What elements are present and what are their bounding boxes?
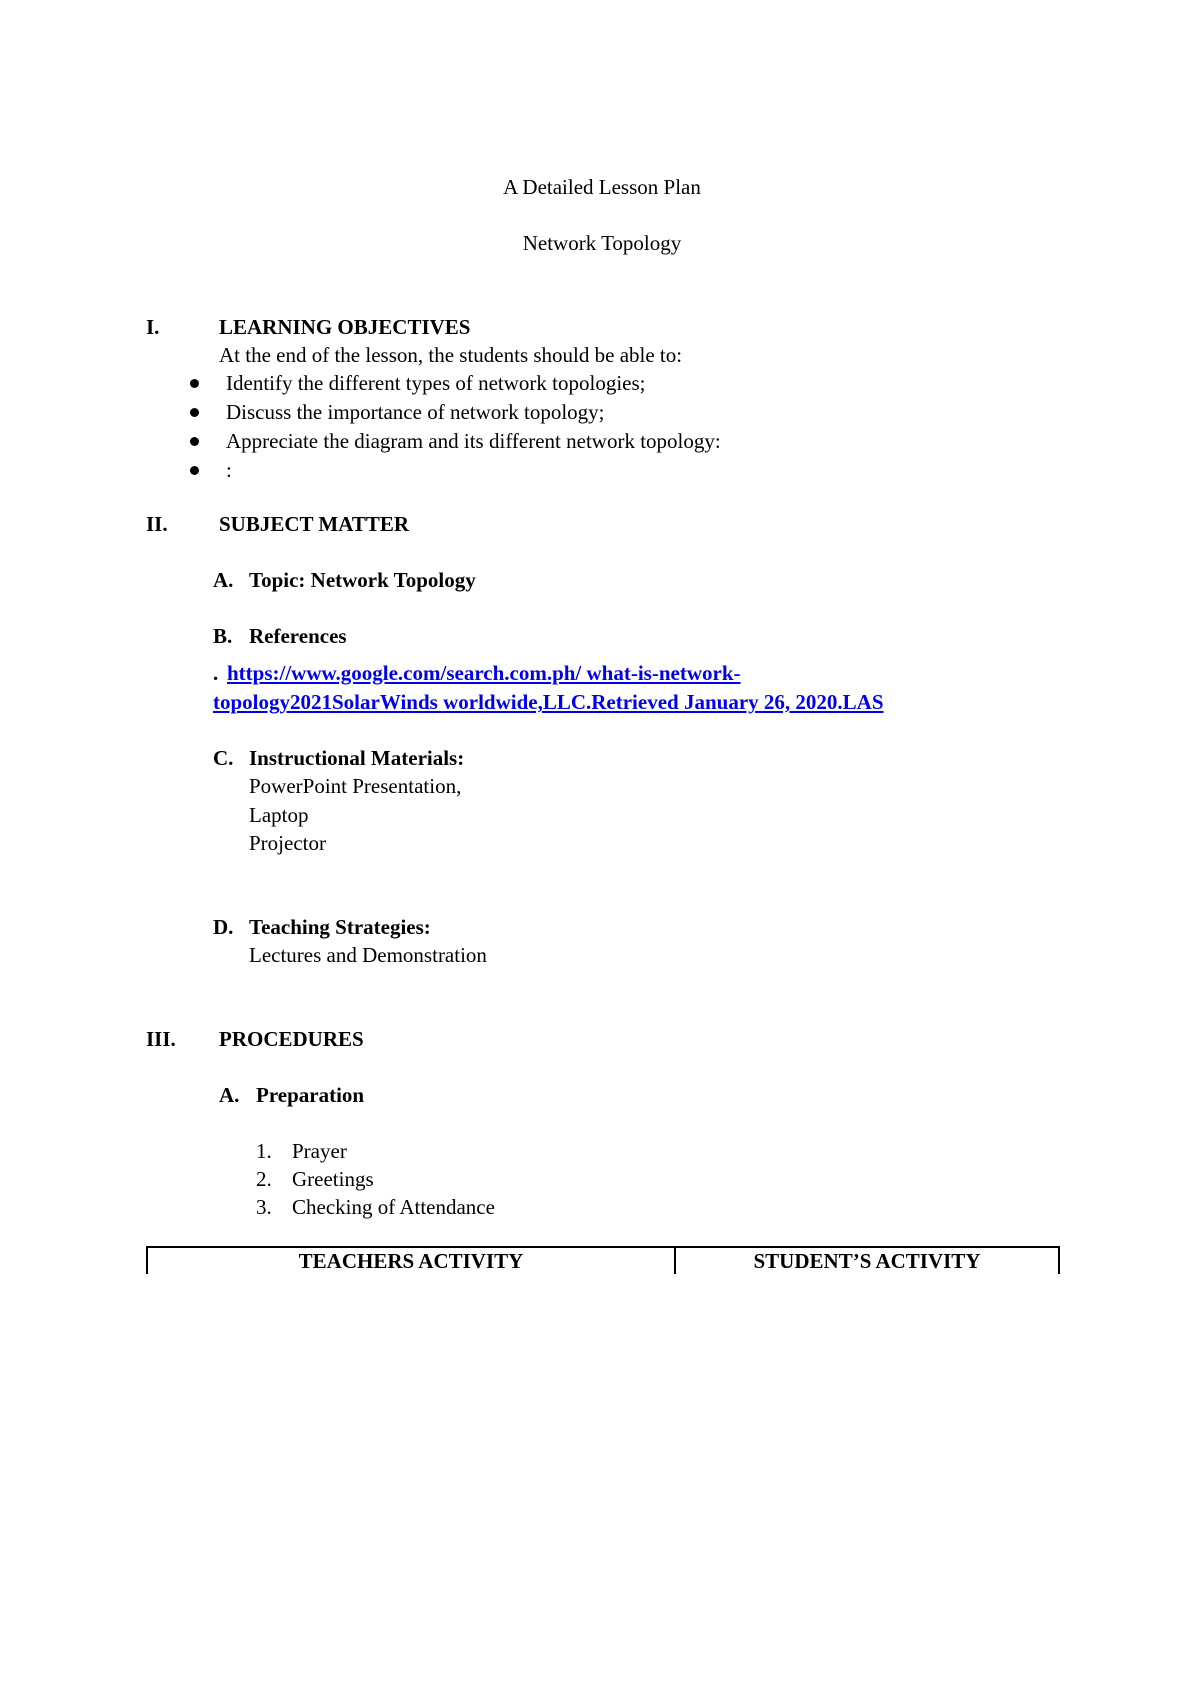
- step-text: Checking of Attendance: [292, 1195, 495, 1219]
- preparation-heading: Preparation: [256, 1083, 365, 1107]
- section-2-heading: SUBJECT MATTER: [219, 512, 410, 536]
- material-item: PowerPoint Presentation,: [249, 774, 462, 798]
- references-letter: B.: [213, 624, 233, 648]
- section-1-number: I.: [146, 315, 160, 339]
- bullet-icon: [190, 379, 199, 388]
- materials-heading: Instructional Materials:: [249, 746, 465, 770]
- objectives-intro: At the end of the lesson, the students should be able to:: [219, 343, 683, 367]
- strategies-letter: D.: [213, 915, 234, 939]
- teachers-activity-header: TEACHERS ACTIVITY: [147, 1247, 675, 1274]
- materials-letter: C.: [213, 746, 234, 770]
- activity-table: [146, 1246, 1060, 1274]
- bullet-icon: [190, 437, 199, 446]
- material-item: Projector: [249, 831, 326, 855]
- references-heading: References: [249, 624, 347, 648]
- bullet-icon: [190, 466, 199, 475]
- objective-item: Identify the different types of network topologies;: [226, 371, 646, 395]
- material-item: Laptop: [249, 803, 309, 827]
- step-number: 1.: [256, 1139, 272, 1163]
- section-3-number: III.: [146, 1027, 176, 1051]
- strategies-text: Lectures and Demonstration: [249, 943, 487, 967]
- document-title: A Detailed Lesson Plan: [503, 175, 701, 199]
- reference-link-line-1[interactable]: https://www.google.com/search.com.ph/ what-is-network-: [227, 661, 741, 685]
- strategies-heading: Teaching Strategies:: [249, 915, 431, 939]
- reference-dot: .: [213, 661, 219, 685]
- section-1-heading: LEARNING OBJECTIVES: [219, 315, 471, 339]
- objective-item: Appreciate the diagram and its different network topology:: [226, 429, 721, 453]
- objective-item: Discuss the importance of network topology;: [226, 400, 605, 424]
- section-2-number: II.: [146, 512, 168, 536]
- step-number: 3.: [256, 1195, 272, 1219]
- topic-label: Topic: Network Topology: [249, 568, 476, 592]
- reference-link-line-2[interactable]: topology2021SolarWinds worldwide,LLC.Retrieved January 26, 2020.LAS: [213, 690, 884, 714]
- document-subtitle: Network Topology: [522, 231, 682, 255]
- section-3-heading: PROCEDURES: [219, 1027, 364, 1051]
- topic-letter: A.: [213, 568, 234, 592]
- preparation-letter: A.: [219, 1083, 240, 1107]
- students-activity-header: STUDENT’S ACTIVITY: [675, 1247, 1059, 1274]
- step-text: Prayer: [292, 1139, 347, 1163]
- step-text: Greetings: [292, 1167, 374, 1191]
- bullet-icon: [190, 408, 199, 417]
- step-number: 2.: [256, 1167, 272, 1191]
- table-header-row: [147, 1247, 1059, 1274]
- objective-item: :: [226, 458, 232, 482]
